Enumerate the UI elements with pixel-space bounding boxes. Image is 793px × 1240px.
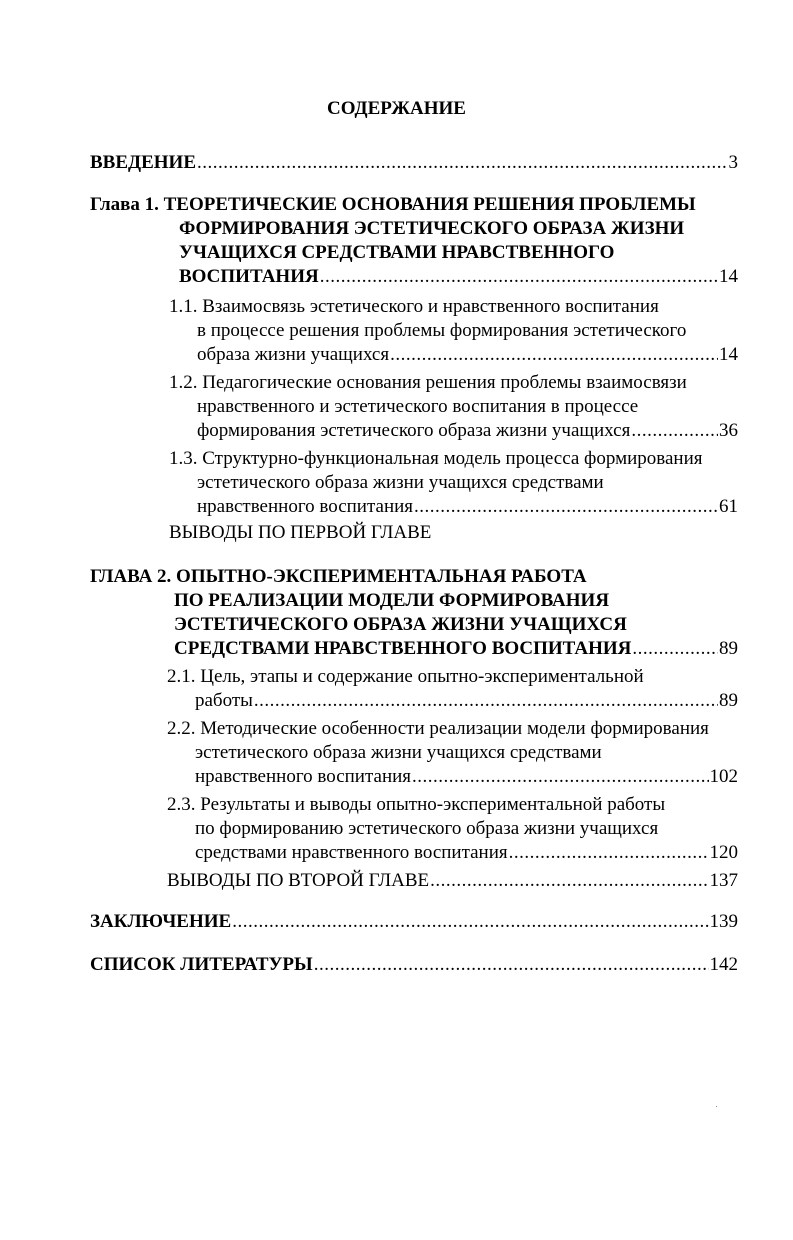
dot-leader: [254, 689, 718, 713]
toc-page-number: 120: [709, 842, 738, 863]
chapter-title-line: ГЛАВА 2. ОПЫТНО-ЭКСПЕРИМЕНТАЛЬНАЯ РАБОТА: [90, 566, 587, 587]
section-title-line: ВЫВОДЫ ПО ВТОРОЙ ГЛАВЕ: [167, 870, 430, 891]
section-title-line: в процессе решения проблемы формирования эстетического: [197, 320, 687, 341]
section-title-line: 2.3. Результаты и выводы опытно-экспериментальной работы: [167, 794, 666, 815]
chapter-title-line: Глава 1. ТЕОРЕТИЧЕСКИЕ ОСНОВАНИЯ РЕШЕНИЯ ПРОБЛЕМЫ: [90, 194, 696, 215]
toc-entry-section-2-2[interactable]: [167, 717, 738, 789]
toc-entry-title: ЗАКЛЮЧЕНИЕ: [90, 911, 232, 932]
section-title-line: 1.1. Взаимосвязь эстетического и нравственного воспитания: [169, 296, 659, 317]
section-title-line: по формированию эстетического образа жизни учащихся: [195, 818, 659, 839]
chapter-title-line: ВОСПИТАНИЯ: [179, 266, 319, 287]
toc-entry-chapter-2[interactable]: [90, 565, 738, 661]
dot-leader: [414, 495, 718, 519]
toc-page-number: 61: [719, 496, 738, 517]
toc-entry-title: СПИСОК ЛИТЕРАТУРЫ: [90, 954, 313, 975]
section-title-line: нравственного воспитания: [195, 766, 412, 787]
toc-page-number: 14: [719, 344, 738, 365]
dot-leader: [430, 869, 708, 893]
toc-entry-conclusion[interactable]: [90, 910, 738, 934]
toc-page-number: 3: [728, 152, 738, 173]
scan-speck: [716, 1106, 717, 1107]
dot-leader: [320, 265, 718, 289]
toc-entry-section-1-1[interactable]: [169, 295, 738, 367]
toc-page-number: 139: [709, 911, 738, 932]
toc-page-number: 14: [719, 266, 738, 287]
chapter-title-line: СРЕДСТВАМИ НРАВСТВЕННОГО ВОСПИТАНИЯ: [174, 638, 632, 659]
toc-page-number: 142: [709, 954, 738, 975]
toc-entry-section-2-3[interactable]: [167, 793, 738, 865]
toc-page-number: 89: [719, 690, 738, 711]
chapter-title-line: УЧАЩИХСЯ СРЕДСТВАМИ НРАВСТВЕННОГО: [179, 242, 615, 263]
section-title-line: 2.1. Цель, этапы и содержание опытно-экспериментальной: [167, 666, 644, 687]
section-title-line: 1.2. Педагогические основания решения проблемы взаимосвязи: [169, 372, 687, 393]
toc-entry-chapter-1[interactable]: [90, 193, 738, 289]
section-title-line: формирования эстетического образа жизни учащихся: [197, 420, 631, 441]
toc-entry-section-2-1[interactable]: [167, 665, 738, 713]
toc-entry-chapter-1-conclusions[interactable]: [169, 521, 738, 545]
dot-leader: [632, 637, 718, 661]
page-title: СОДЕРЖАНИЕ: [327, 98, 466, 119]
toc-entry-references[interactable]: [90, 953, 738, 977]
section-title-line: средствами нравственного воспитания: [195, 842, 508, 863]
section-title-line: ВЫВОДЫ ПО ПЕРВОЙ ГЛАВЕ: [169, 522, 432, 543]
toc-entry-section-1-2[interactable]: [169, 371, 738, 443]
toc-entry-title: ВВЕДЕНИЕ: [90, 152, 196, 173]
toc-page-number: 36: [719, 420, 738, 441]
section-title-line: работы: [195, 690, 253, 711]
toc-entry-introduction[interactable]: [90, 151, 738, 175]
section-title-line: нравственного и эстетического воспитания в процессе: [197, 396, 639, 417]
toc-entry-section-1-3[interactable]: [169, 447, 738, 519]
dot-leader: [197, 151, 728, 175]
section-title-line: нравственного воспитания: [197, 496, 414, 517]
dot-leader: [232, 910, 708, 934]
dot-leader: [390, 343, 718, 367]
chapter-title-line: ПО РЕАЛИЗАЦИИ МОДЕЛИ ФОРМИРОВАНИЯ: [174, 590, 610, 611]
section-title-line: 2.2. Методические особенности реализации модели формирования: [167, 718, 709, 739]
chapter-title-line: ФОРМИРОВАНИЯ ЭСТЕТИЧЕСКОГО ОБРАЗА ЖИЗНИ: [179, 218, 685, 239]
toc-page-number: 102: [709, 766, 738, 787]
section-title-line: 1.3. Структурно-функциональная модель процесса формирования: [169, 448, 703, 469]
section-title-line: эстетического образа жизни учащихся средствами: [197, 472, 604, 493]
toc-entry-chapter-2-conclusions[interactable]: [167, 869, 738, 893]
dot-leader: [412, 765, 708, 789]
dot-leader: [509, 841, 709, 865]
section-title-line: эстетического образа жизни учащихся средствами: [195, 742, 602, 763]
section-title-line: образа жизни учащихся: [197, 344, 390, 365]
dot-leader: [314, 953, 709, 977]
dot-leader: [631, 419, 718, 443]
toc-page-number: 137: [709, 870, 738, 891]
toc-page-number: 89: [719, 638, 738, 659]
chapter-title-line: ЭСТЕТИЧЕСКОГО ОБРАЗА ЖИЗНИ УЧАЩИХСЯ: [174, 614, 627, 635]
